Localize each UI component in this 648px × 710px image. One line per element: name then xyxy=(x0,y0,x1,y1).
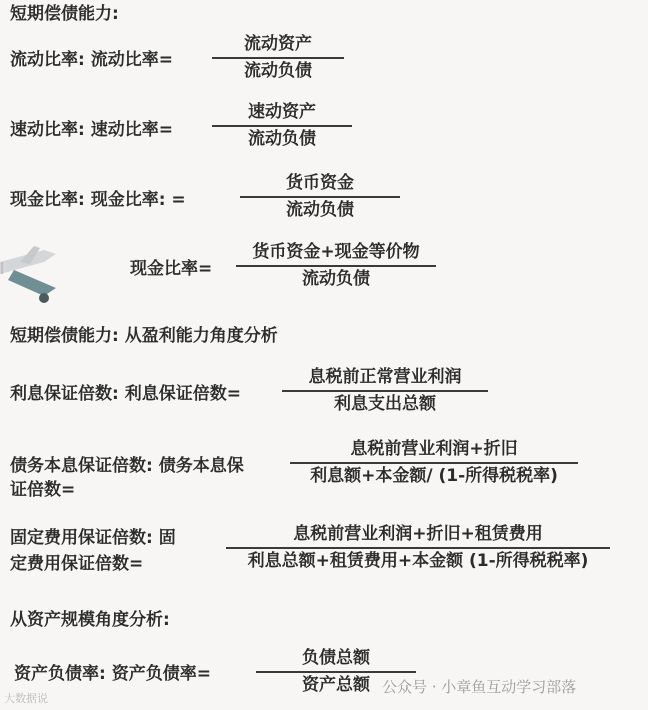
numerator: 速动资产 xyxy=(248,102,316,122)
cash-ratio-label: 现金比率: 现金比率: = xyxy=(10,190,186,210)
denominator: 利息额+本金额/ (1-所得税税率) xyxy=(310,465,558,486)
watermark-left: 大数据说 xyxy=(4,692,48,705)
fraction-bar xyxy=(256,671,416,673)
fixed-charge-label-line1: 固定费用保证倍数: 固 xyxy=(10,528,176,548)
fraction-bar xyxy=(236,265,436,267)
debt-service-label-line2: 证倍数= xyxy=(10,480,76,500)
fraction-bar xyxy=(240,196,400,198)
fraction-bar xyxy=(212,57,344,59)
numerator: 息税前营业利润+折旧+租赁费用 xyxy=(293,524,543,544)
fraction-bar xyxy=(226,547,610,549)
quick-ratio-label: 速动比率: 速动比率= xyxy=(10,120,173,140)
interest-coverage-fraction xyxy=(282,369,488,413)
denominator: 资产总额 xyxy=(302,674,370,695)
fraction-bar xyxy=(212,125,352,127)
heading-short-term: 短期偿债能力: xyxy=(10,4,119,24)
fraction-bar xyxy=(290,462,578,464)
current-ratio-fraction xyxy=(212,36,344,80)
denominator: 流动负债 xyxy=(244,60,312,81)
airplane-icon xyxy=(0,240,72,310)
fraction-bar xyxy=(282,390,488,392)
numerator: 货币资金+现金等价物 xyxy=(252,242,420,262)
heading-asset-scale: 从资产规模角度分析: xyxy=(10,610,170,630)
cash-ratio-2-label: 现金比率= xyxy=(130,259,213,279)
numerator: 息税前营业利润+折旧 xyxy=(350,439,518,459)
fixed-charge-fraction xyxy=(226,526,610,570)
denominator: 流动负债 xyxy=(302,268,370,289)
cash-ratio-2-fraction xyxy=(236,244,436,288)
numerator: 息税前正常营业利润 xyxy=(308,367,462,387)
debt-service-fraction xyxy=(290,441,578,485)
denominator: 流动负债 xyxy=(286,199,354,220)
numerator: 货币资金 xyxy=(286,173,354,193)
numerator: 负债总额 xyxy=(302,648,370,668)
denominator: 利息支出总额 xyxy=(334,393,436,414)
fixed-charge-label-line2: 定费用保证倍数= xyxy=(10,554,144,574)
interest-coverage-label: 利息保证倍数: 利息保证倍数= xyxy=(10,384,241,404)
debt-service-label-line1: 债务本息保证倍数: 债务本息保 xyxy=(10,456,244,476)
watermark-right: 公众号 · 小章鱼互动学习部落 xyxy=(382,678,577,696)
quick-ratio-fraction xyxy=(212,104,352,148)
current-ratio-label: 流动比率: 流动比率= xyxy=(10,50,173,70)
heading-profit-angle: 短期偿债能力: 从盈利能力角度分析 xyxy=(10,326,278,346)
denominator: 利息总额+租赁费用+本金额 (1-所得税税率) xyxy=(247,550,589,571)
denominator: 流动负债 xyxy=(248,128,316,149)
numerator: 流动资产 xyxy=(244,34,312,54)
cash-ratio-fraction xyxy=(240,175,400,219)
debt-ratio-label: 资产负债率: 资产负债率= xyxy=(14,664,211,684)
